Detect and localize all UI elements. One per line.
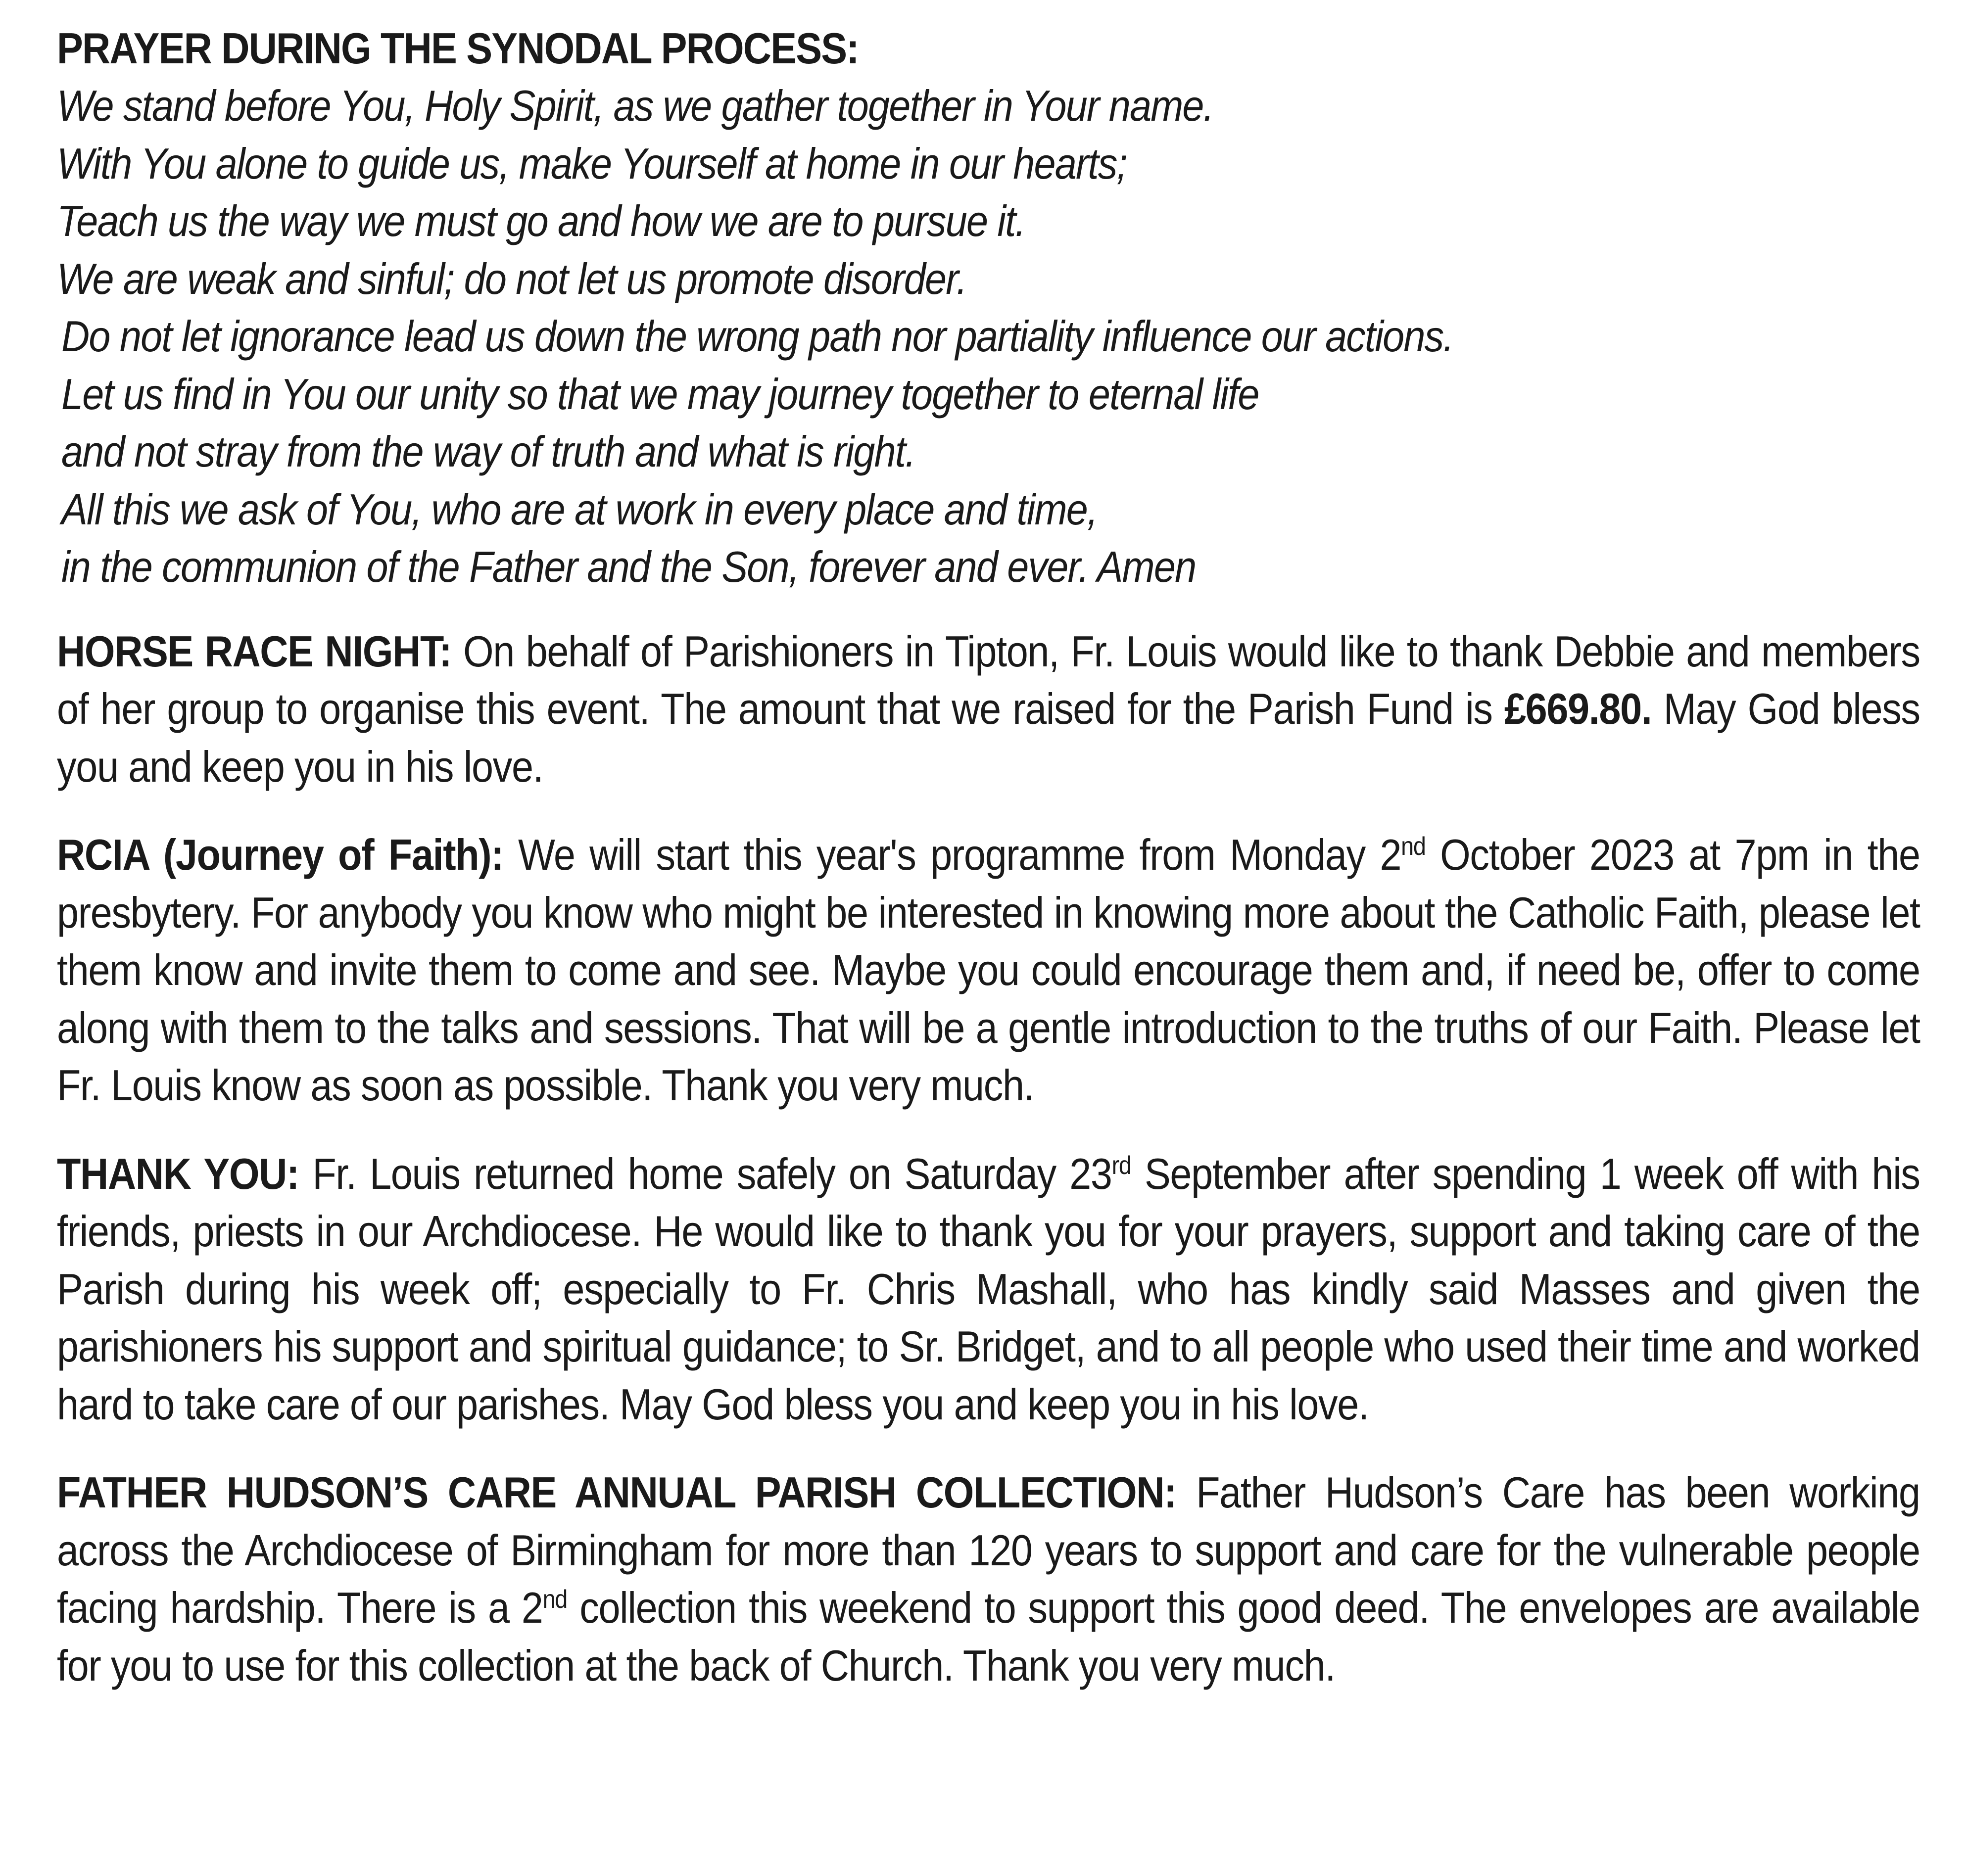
father-hudson-text-start: Father Hudson’s Care has been working across the Archdiocese of Birmingham for more than 120 years to support and care for the vulnerable people facing hardship. There is a 2 bbox=[57, 1468, 1920, 1632]
prayer-line: We stand before You, Holy Spirit, as we gather together in Your name. bbox=[57, 81, 1213, 130]
rcia-text-end: October 2023 at 7pm in the presbytery. For anybody you know who might be interested in knowing more about the Catholic Faith, please let them know and invite them to come and see. Maybe you could encourage them and, if need be, offer to come along with them to the talks and sessions. That will be a gentle introduction to the truths of our Faith. Please let Fr. Louis know as soon as possible. Thank you very much. bbox=[57, 830, 1920, 1110]
rcia-notice bbox=[57, 826, 1920, 1115]
prayer-text bbox=[57, 77, 1920, 596]
prayer-line: Teach us the way we must go and how we are to pursue it. bbox=[57, 196, 1025, 245]
father-hudson-text-end: collection this weekend to support this good deed. The envelopes are available for you to use for this collection at the back of Church. Thank you very much. bbox=[57, 1583, 1920, 1690]
newsletter-page bbox=[57, 20, 1920, 1694]
horse-race-text: On behalf of Parishioners in Tipton, Fr. Louis would like to thank Debbie and members of her group to organise this event. The amount that we raised for the Parish Fund is bbox=[57, 626, 1920, 733]
rcia-heading: RCIA (Journey of Faith): bbox=[57, 830, 504, 879]
thank-you-notice bbox=[57, 1145, 1920, 1434]
rcia-ordinal-suffix: nd bbox=[1401, 832, 1426, 861]
prayer-title: PRAYER DURING THE SYNODAL PROCESS: bbox=[57, 24, 859, 73]
father-hudson-heading: FATHER HUDSON’S CARE ANNUAL PARISH COLLECTION: bbox=[57, 1468, 1177, 1517]
father-hudson-notice bbox=[57, 1464, 1920, 1694]
thank-you-text-end: September after spending 1 week off with his friends, priests in our Archdiocese. He would like to thank you for your prayers, support and taking care of the Parish during his week off; especially to Fr. Chris Mashall, who has kindly said Masses and given the parishioners his support and spiritual guidance; to Sr. Bridget, and to all people who used their time and worked hard to take care of our parishes. May God bless you and keep you in his love. bbox=[57, 1149, 1920, 1429]
prayer-line: Do not let ignorance lead us down the wrong path nor partiality influence our actions. bbox=[61, 312, 1453, 361]
prayer-line: All this we ask of You, who are at work in every place and time, bbox=[61, 484, 1098, 534]
prayer-line: With You alone to guide us, make Yourself at home in our hearts; bbox=[57, 139, 1127, 188]
thank-you-ordinal-suffix: rd bbox=[1111, 1151, 1131, 1180]
father-hudson-ordinal-suffix: nd bbox=[542, 1585, 567, 1614]
thank-you-heading: THANK YOU: bbox=[57, 1149, 299, 1198]
prayer-line: Let us find in You our unity so that we may journey together to eternal life bbox=[61, 369, 1259, 419]
prayer-line: We are weak and sinful; do not let us promote disorder. bbox=[57, 254, 967, 303]
prayer-line: and not stray from the way of truth and what is right. bbox=[61, 427, 915, 476]
horse-race-blessing: May God bless you and keep you in his love. bbox=[57, 684, 1920, 791]
thank-you-text-start: Fr. Louis returned home safely on Saturday 23 bbox=[298, 1149, 1112, 1198]
horse-race-amount: £669.80. bbox=[1504, 684, 1652, 733]
horse-race-heading: HORSE RACE NIGHT: bbox=[57, 626, 452, 676]
horse-race-notice bbox=[57, 623, 1920, 796]
prayer-line: in the communion of the Father and the Son, forever and ever. Amen bbox=[61, 542, 1196, 591]
prayer-section bbox=[57, 20, 1920, 596]
rcia-text-start: We will start this year's programme from Monday 2 bbox=[503, 830, 1401, 879]
